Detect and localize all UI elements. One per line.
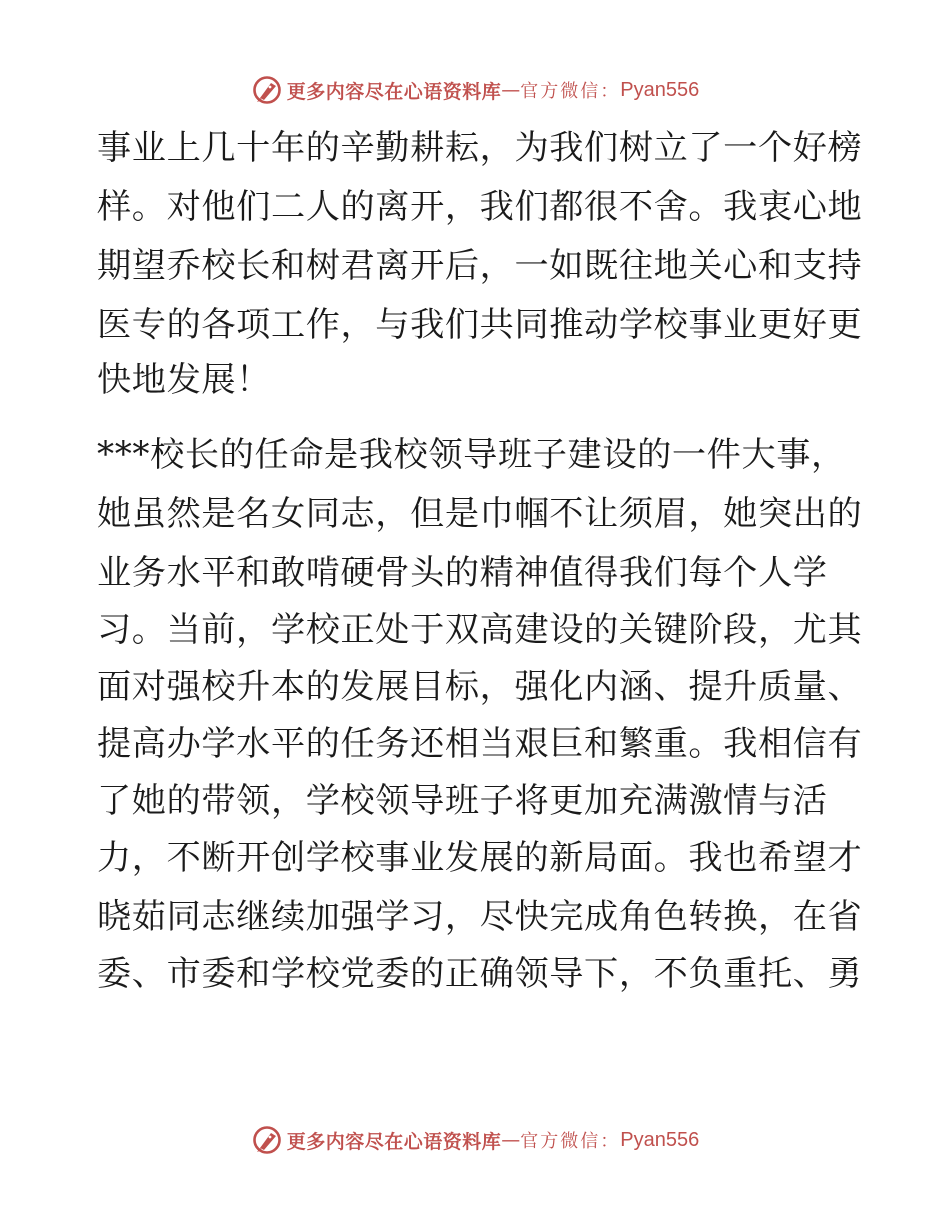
header-watermark bbox=[0, 70, 950, 110]
watermark-separator: — bbox=[501, 1129, 521, 1151]
text-line: 面对强校升本的发展目标，强化内涵、提升质量、 bbox=[97, 667, 863, 707]
text-line: 事业上几十年的辛勤耕耘，为我们树立了一个好榜 bbox=[97, 128, 863, 168]
watermark-wechat-id: Pyan556 bbox=[620, 78, 700, 101]
text-line: 期望乔校长和树君离开后，一如既往地关心和支持 bbox=[97, 246, 863, 286]
text-line: 业务水平和敢啃硬骨头的精神值得我们每个人学 bbox=[97, 553, 828, 593]
watermark-wechat-id: Pyan556 bbox=[620, 1128, 700, 1151]
text-line: 她虽然是名女同志，但是巾帼不让须眉，她突出的 bbox=[97, 494, 863, 534]
text-line: 力，不断开创学校事业发展的新局面。我也希望才 bbox=[97, 838, 863, 878]
pen-nib-logo-icon bbox=[251, 1124, 283, 1156]
text-line: ***校长的任命是我校领导班子建设的一件大事， bbox=[97, 435, 846, 475]
footer-watermark bbox=[0, 1120, 950, 1160]
watermark-separator: — bbox=[501, 79, 521, 101]
pen-nib-logo-icon bbox=[251, 74, 283, 106]
text-line: 晓茹同志继续加强学习，尽快完成角色转换，在省 bbox=[97, 897, 863, 937]
text-line: 医专的各项工作，与我们共同推动学校事业更好更 bbox=[97, 305, 863, 345]
text-line: 委、市委和学校党委的正确领导下，不负重托、勇 bbox=[97, 954, 863, 994]
watermark-main-text: 更多内容尽在心语资料库 bbox=[286, 1130, 502, 1153]
watermark-label: 官方微信： bbox=[520, 1131, 621, 1152]
watermark-label: 官方微信： bbox=[520, 81, 621, 102]
text-line: 快地发展！ bbox=[97, 360, 271, 400]
text-line: 习。当前，学校正处于双高建设的关键阶段，尤其 bbox=[97, 610, 863, 650]
text-line: 样。对他们二人的离开，我们都很不舍。我衷心地 bbox=[97, 187, 863, 227]
text-line: 提高办学水平的任务还相当艰巨和繁重。我相信有 bbox=[97, 724, 863, 764]
text-line: 了她的带领，学校领导班子将更加充满激情与活 bbox=[97, 781, 828, 821]
watermark-main-text: 更多内容尽在心语资料库 bbox=[286, 80, 502, 103]
